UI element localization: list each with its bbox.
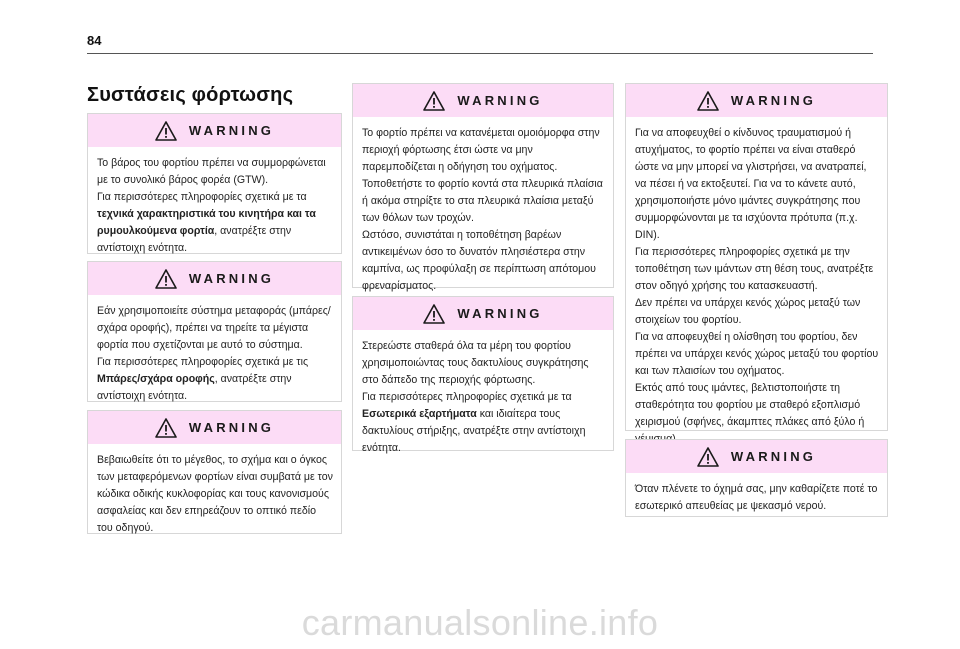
warning-text [88,147,341,265]
paragraph: Εκτός από τους ιμάντες, βελτιστοποιήστε τη σταθερότητα του φορτίου με σταθερό εξοπλισμό χειρισμού (σφήνες, άκαμπτες πλάκες από ξύλο ή [635,382,865,428]
warning-text [626,473,887,523]
warning-triangle-icon [155,418,177,438]
warning-header [353,297,613,330]
warning-box-6 [625,83,888,431]
paragraph: Βεβαιωθείτε ότι το μέγεθος, το σχήμα και ο όγκος των μεταφερόμενων φορτίων είναι συμβατά με τον κώδικα οδικής κυκλοφορίας και τους κανονισμούς ασφαλείας και δεν επηρεάζουν το οπτικό πεδίο του οδηγού. [97,454,333,534]
warning-header [88,262,341,295]
warning-triangle-icon [155,121,177,141]
bold-reference: Εσωτερικά εξαρτήματα [362,408,477,420]
paragraph: Για να αποφευχθεί ο κίνδυνος τραυματισμού ή ατυχήματος, το φορτίο πρέπει να είναι σταθερό ώστε να μην μπορεί να γλιστρήσει, να ανατραπεί, να πέσει ή να εκτοξευτεί. Για να το κάνετε αυτό, χρησιμοποιήστε μόνο ιμάντες συγκράτησης που συμμορφώνονται με τα ισχύοντα πρότυπα (π.χ. DIN). [635,127,867,241]
text-run: , ανατρέξτε στην αντίστοιχη ενότητα. [97,373,292,402]
warning-box-5 [352,296,614,454]
warning-title: WARNING [457,93,543,108]
paragraph: Τοποθετήστε το φορτίο κοντά στα πλευρικά πλαίσια ή ακόμα στηρίξτε το στα πλευρικά πλαίσια μεταξύ των θόλων των τροχών. [362,178,603,224]
paragraph [362,389,605,457]
text-run: Για περισσότερες πληροφορίες σχετικά με τα [362,391,572,403]
paragraph: Όταν πλένετε το όχημά σας, μην καθαρίζετε ποτέ το εσωτερικό απευθείας με ψεκασμό νερού. [635,483,878,512]
warning-header [626,84,887,117]
paragraph: Για περισσότερες πληροφορίες σχετικά με την τοποθέτηση των ιμάντων στη θέση τους, ανατρέξτε στον οδηγό χρήσης του κατασκευαστή. [635,246,874,292]
warning-box-3 [87,410,342,534]
paragraph [97,354,333,405]
warning-triangle-icon [155,269,177,289]
watermark: carmanualsonline.info [301,602,659,643]
text-run: και ιδιαίτερα τους δακτυλίους στήριξης, ανατρέξτε στην αντίστοιχη ενότητα. [362,408,586,454]
warning-box-2 [87,261,342,402]
warning-title: WARNING [730,449,817,464]
top-divider [87,53,873,54]
paragraph: Το βάρος του φορτίου πρέπει να συμμορφώνεται με το συνολικό βάρος φορέα (GTW). [97,157,326,186]
warning-text [353,117,613,303]
warning-title: WARNING [188,123,275,138]
paragraph: Εάν χρησιμοποιείτε σύστημα μεταφοράς (μπάρες/σχάρα οροφής), πρέπει να τηρείτε τα μέγιστα φορτία που σχετίζονται με αυτό το σύστημα. [97,305,331,351]
warning-header [88,114,341,147]
text-run: , ανατρέξτε στην αντίστοιχη ενότητα. [97,225,292,254]
warning-header [626,440,887,473]
warning-triangle-icon [697,447,719,467]
warning-title: WARNING [188,420,275,435]
warning-box-7 [625,439,888,517]
warning-header [88,411,341,444]
warning-text [626,117,887,456]
section-title: Συστάσεις φόρτωσης [87,84,294,106]
warning-text [88,444,341,545]
text-run: Για περισσότερες πληροφορίες σχετικά με τις [97,356,309,368]
warning-text [353,330,613,465]
warning-triangle-icon [423,91,445,111]
bold-reference: Μπάρες/σχάρα οροφής [97,373,215,385]
text-run: Για περισσότερες πληροφορίες σχετικά με τα [97,191,307,203]
bold-reference: τεχνικά χαρακτηριστικά του κινητήρα και τα ρυμουλκούμενα φορτία [97,208,316,237]
warning-title: WARNING [188,271,275,286]
warning-box-4 [352,83,614,292]
warning-text [88,295,341,413]
paragraph: Το φορτίο πρέπει να κατανέμεται ομοιόμορφα στην περιοχή φόρτωσης έτσι ώστε να μην παρεμποδίζεται η οδήγηση του οχήματος. [362,127,600,173]
page-number: 84 [87,33,102,48]
paragraph: Ωστόσο, συνιστάται η τοποθέτηση βαρέων αντικειμένων όσο το δυνατόν πλησιέστερα στην καμπίνα, ως προφύλαξη σε περίπτωση απότομου φρεναρίσματος. [362,229,596,292]
warning-header [353,84,613,117]
warning-box-1 [87,113,342,254]
warning-triangle-icon [697,91,719,111]
paragraph: Στερεώστε σταθερά όλα τα μέρη του φορτίου χρησιμοποιώντας τους δακτυλίους συγκράτησης στο δάπεδο της περιοχής φόρτωσης. [362,340,589,386]
warning-title: WARNING [730,93,817,108]
paragraph: Δεν πρέπει να υπάρχει κενός χώρος μεταξύ των στοιχείων του φορτίου. [635,297,861,326]
paragraph [97,189,333,257]
warning-title: WARNING [457,306,543,321]
paragraph: Για να αποφευχθεί η ολίσθηση του φορτίου, δεν πρέπει να υπάρχει κενός χώρος μεταξύ του φορτίου και των πλαισίων του οχήματος. [635,331,879,377]
warning-triangle-icon [423,304,445,324]
